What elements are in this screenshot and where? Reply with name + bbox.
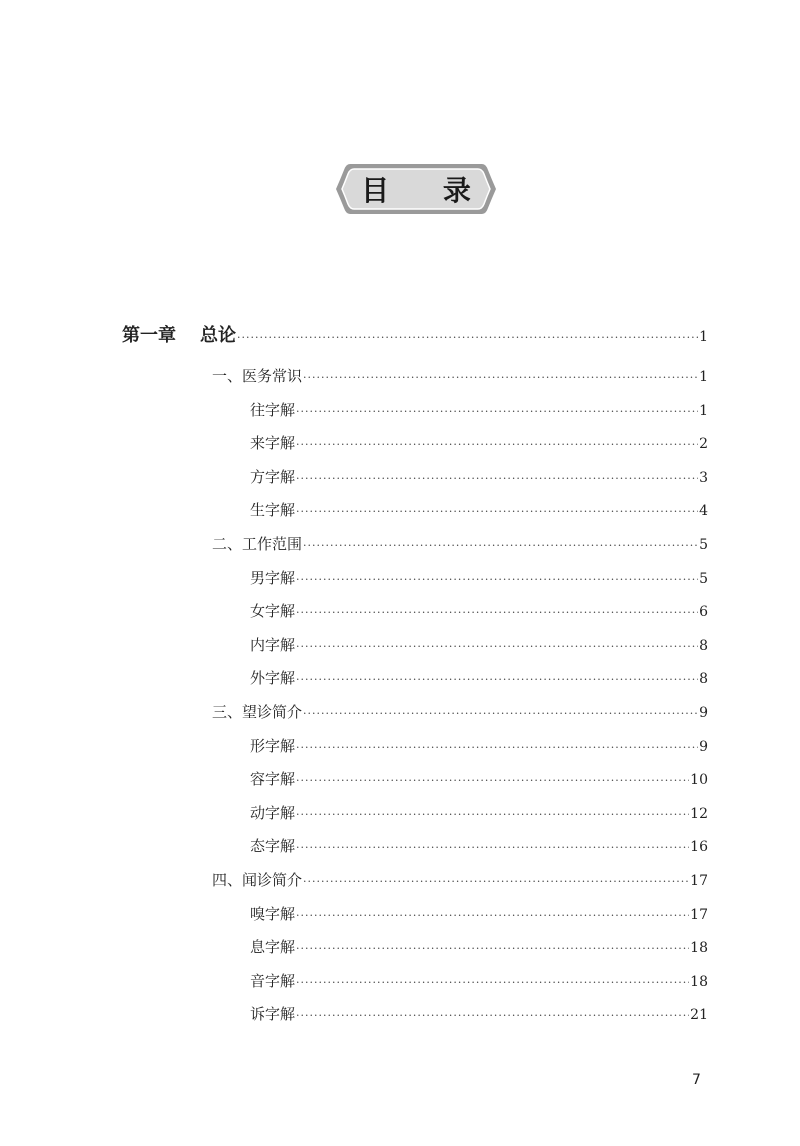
page-number: 17 — [690, 906, 708, 923]
dot-leader — [303, 366, 698, 390]
toc-section-row-label: 四、闻诊简介 — [212, 871, 303, 889]
toc-item-row[interactable] — [250, 633, 708, 657]
dot-leader — [303, 534, 698, 558]
dot-leader — [296, 635, 698, 659]
toc-chapter-row[interactable] — [122, 324, 708, 348]
toc-item-row[interactable] — [250, 566, 708, 590]
page-number: 8 — [699, 637, 708, 654]
page-number: 16 — [690, 839, 708, 856]
page-number: 1 — [699, 402, 708, 419]
toc-item-row[interactable] — [250, 666, 708, 690]
toc-item-row[interactable] — [250, 498, 708, 522]
dot-leader — [303, 870, 689, 894]
toc-item-row-label: 外字解 — [250, 669, 296, 688]
toc-item-row-label: 息字解 — [250, 938, 296, 957]
toc-section-row[interactable] — [212, 868, 708, 892]
page-number: 1 — [699, 329, 708, 345]
dot-leader — [296, 836, 689, 860]
toc-item-row-label: 来字解 — [250, 434, 296, 453]
toc-item-row[interactable] — [250, 599, 708, 623]
page-number: 6 — [699, 604, 708, 621]
dot-leader — [296, 736, 698, 760]
dot-leader — [296, 568, 698, 592]
toc-item-row-label: 女字解 — [250, 602, 296, 621]
toc-item-row[interactable] — [250, 935, 708, 959]
toc-item-row[interactable] — [250, 465, 708, 489]
page-number: 10 — [690, 772, 708, 789]
toc-item-row-label: 嗅字解 — [250, 904, 296, 923]
toc-item-row-label: 内字解 — [250, 635, 296, 654]
dot-leader — [237, 326, 698, 350]
chapter-label: 第一章 总论 — [122, 325, 236, 346]
dot-leader — [303, 702, 698, 726]
toc-item-row-label: 态字解 — [250, 837, 296, 856]
toc-item-row[interactable] — [250, 969, 708, 993]
toc-item-row-label: 动字解 — [250, 803, 296, 822]
dot-leader — [296, 601, 698, 625]
page-number: 4 — [699, 503, 708, 520]
toc-item-row[interactable] — [250, 801, 708, 825]
toc-item-row-label: 方字解 — [250, 467, 296, 486]
toc-item-row[interactable] — [250, 398, 708, 422]
page-number: 3 — [699, 469, 708, 486]
page-number: 17 — [690, 873, 708, 889]
dot-leader — [296, 467, 698, 491]
dot-leader — [296, 937, 689, 961]
toc-item-row[interactable] — [250, 734, 708, 758]
dot-leader — [296, 433, 698, 457]
page-number: 9 — [699, 705, 708, 721]
toc-item-row[interactable] — [250, 902, 708, 926]
page-number: 1 — [699, 369, 708, 385]
toc-section-row-label: 三、望诊简介 — [212, 703, 303, 721]
page-title: 目 录 — [361, 174, 493, 207]
toc-item-row-label: 容字解 — [250, 770, 296, 789]
page-number: 8 — [699, 671, 708, 688]
toc-section-row[interactable] — [212, 532, 708, 556]
toc-item-row[interactable] — [250, 1002, 708, 1026]
page-number: 18 — [690, 973, 708, 990]
toc-item-row[interactable] — [250, 431, 708, 455]
toc-title-badge — [336, 160, 496, 218]
toc-section-row-label: 二、工作范围 — [212, 535, 303, 553]
toc-item-row-label: 音字解 — [250, 971, 296, 990]
page-number: 2 — [699, 436, 708, 453]
page-number: 5 — [699, 570, 708, 587]
footer-page-number: 7 — [692, 1072, 701, 1088]
toc-item-row-label: 形字解 — [250, 736, 296, 755]
toc-section-row-label: 一、医务常识 — [212, 367, 303, 385]
toc-item-row-label: 男字解 — [250, 568, 296, 587]
dot-leader — [296, 769, 689, 793]
dot-leader — [296, 971, 689, 995]
dot-leader — [296, 500, 698, 524]
dot-leader — [296, 1004, 689, 1028]
page-number: 18 — [690, 940, 708, 957]
toc-item-row-label: 往字解 — [250, 400, 296, 419]
page-number: 5 — [699, 537, 708, 553]
dot-leader — [296, 803, 689, 827]
dot-leader — [296, 668, 698, 692]
toc-item-row[interactable] — [250, 834, 708, 858]
toc-section-row[interactable] — [212, 700, 708, 724]
page-number: 21 — [690, 1007, 708, 1024]
page-number: 12 — [690, 805, 708, 822]
toc-item-row-label: 诉字解 — [250, 1005, 296, 1024]
dot-leader — [296, 400, 698, 424]
toc-item-row-label: 生字解 — [250, 501, 296, 520]
toc-section-row[interactable] — [212, 364, 708, 388]
dot-leader — [296, 904, 689, 928]
toc-item-row[interactable] — [250, 767, 708, 791]
page-number: 9 — [699, 738, 708, 755]
